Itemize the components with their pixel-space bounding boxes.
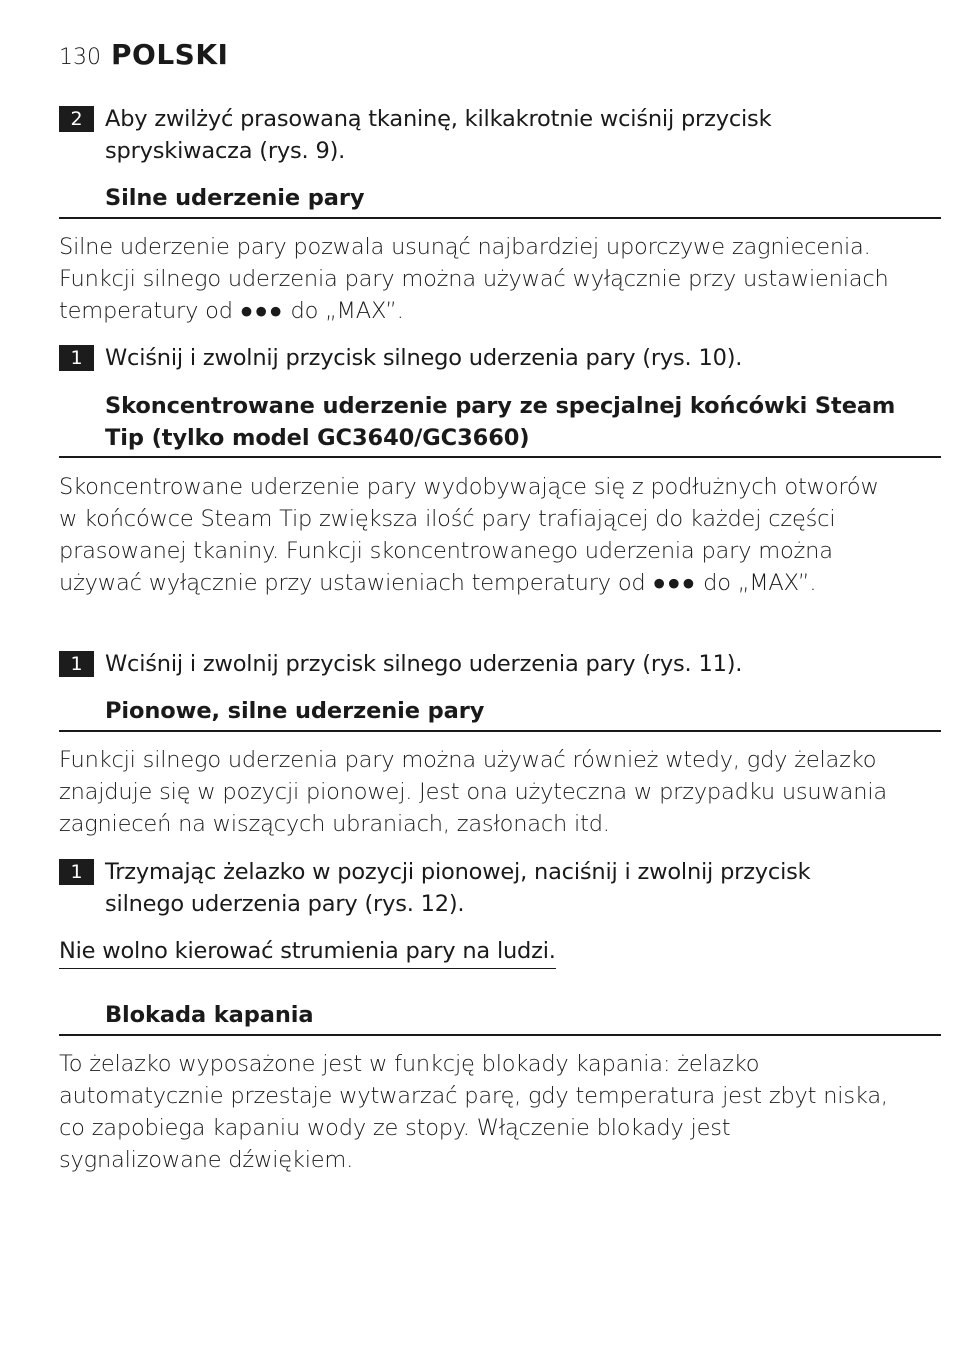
paragraph-steam-tip <box>59 471 895 599</box>
paragraph-drip-stop: To żelazko wyposażone jest w funkcję blokady kapania: żelazko automatycznie przestaje wytwarzać parę, gdy temperatura jest zbyt niska, co zapobiega kapaniu wody ze stopy. Włączenie blokady jest sygnalizowane dźwiękiem. <box>59 1051 888 1173</box>
paragraph-vertical-shot: Funkcji silnego uderzenia pary można używać również wtedy, gdy żelazko znajduje się w pozycji pionowej. Jest ona użyteczna w przypadku usuwania zagnieceń na wiszących ubraniach, zasłonach itd. <box>59 747 887 837</box>
section-title-steam-tip: Skoncentrowane uderzenie pary ze specjalnej końcówki Steam Tip (tylko model GC3640/GC3660) <box>59 390 941 458</box>
step-number-badge: 1 <box>59 859 94 885</box>
section-title-drip-stop: Blokada kapania <box>59 999 941 1036</box>
page-header <box>59 38 228 72</box>
step-number-badge: 1 <box>59 345 94 371</box>
step-text: Wciśnij i zwolnij przycisk silnego uderzenia pary (rys. 10). <box>105 345 743 371</box>
step-number-badge: 1 <box>59 651 94 677</box>
section-title-shot-of-steam: Silne uderzenie pary <box>59 182 941 219</box>
warning-note <box>59 935 895 969</box>
paragraph-text: Silne uderzenie pary pozwala usunąć najbardziej uporczywe zagniecenia. Funkcji silnego uderzenia pary można używać wyłącznie przy ustawieniach temperatury od <box>59 234 889 324</box>
step-steam-tip <box>59 648 895 680</box>
step-text: Wciśnij i zwolnij przycisk silnego uderzenia pary (rys. 11). <box>105 651 743 677</box>
step-sprinkle <box>59 103 895 167</box>
step-text: Aby zwilżyć prasowaną tkaninę, kilkakrotnie wciśnij przycisk spryskiwacza (rys. 9). <box>105 106 772 164</box>
paragraph-text: do „MAX”. <box>696 570 817 596</box>
paragraph-text: Skoncentrowane uderzenie pary wydobywające się z podłużnych otworów w końcówce Steam Tip zwiększa ilość pary trafiającej do każdej części prasowanej tkaniny. Funkcji skoncentrowanego uderzenia pary można używać wyłącznie przy ustawieniach temperatury od <box>59 474 879 596</box>
step-number-badge: 2 <box>59 106 94 132</box>
step-shot-of-steam <box>59 342 895 374</box>
paragraph-shot-of-steam <box>59 231 895 327</box>
page-language-title: POLSKI <box>111 38 229 71</box>
step-text: Trzymając żelazko w pozycji pionowej, naciśnij i zwolnij przycisk silnego uderzenia pary (rys. 12). <box>105 859 811 917</box>
temperature-dots-icon: ●●● <box>652 570 697 596</box>
warning-text: Nie wolno kierować strumienia pary na ludzi. <box>59 935 556 969</box>
step-vertical-shot <box>59 856 895 920</box>
section-title-vertical-shot: Pionowe, silne uderzenie pary <box>59 695 941 732</box>
temperature-dots-icon: ●●● <box>239 298 284 324</box>
paragraph-text: do „MAX”. <box>283 298 404 324</box>
page-number: 130 <box>59 45 101 70</box>
